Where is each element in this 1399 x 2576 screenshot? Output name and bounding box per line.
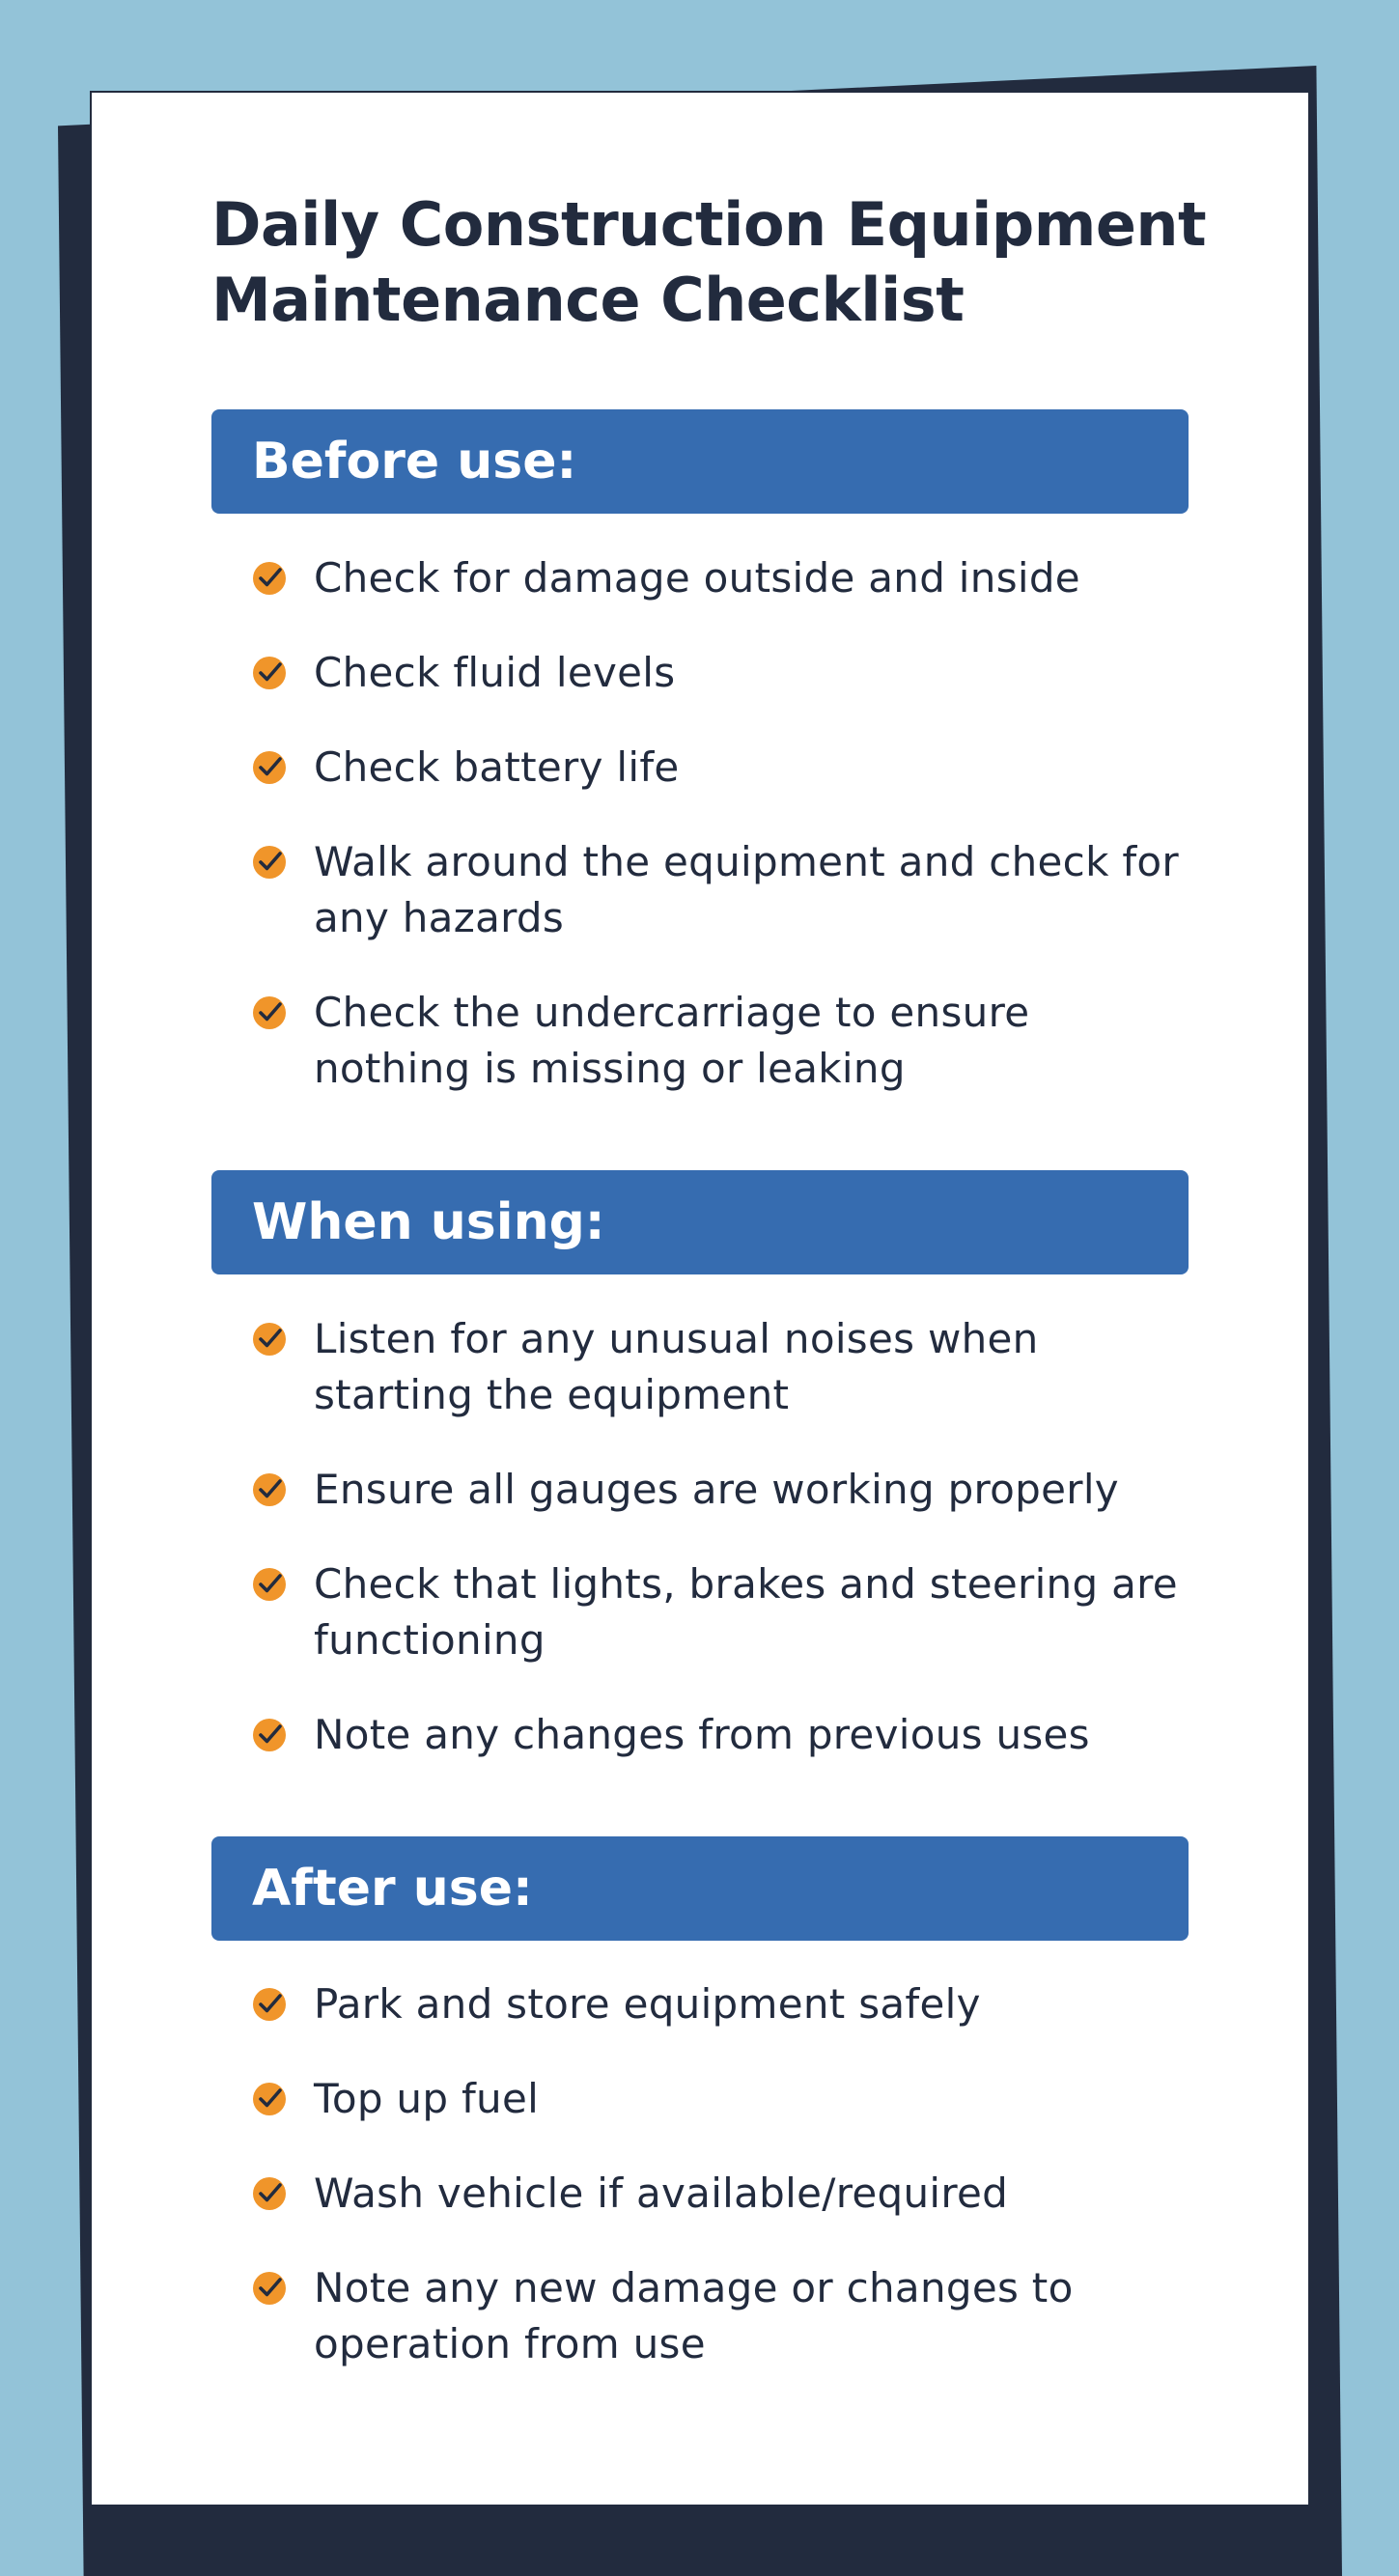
checklist-item [252, 1462, 1179, 1518]
section-heading: Before use: [252, 433, 577, 490]
checklist-item [252, 645, 1179, 701]
checklist-item-text: Park and store equipment safely [314, 1980, 981, 2028]
checklist-card [90, 91, 1308, 2505]
checklist-item [252, 1976, 1179, 2032]
checklist-item-text: Check for damage outside and inside [314, 554, 1080, 602]
section-header-after-use [211, 1836, 1189, 1941]
checklist-item-text: Walk around the equipment and check for any hazards [314, 838, 1179, 941]
checklist-item [252, 550, 1179, 606]
checklist-item [252, 1556, 1179, 1668]
checklist-item [252, 1707, 1179, 1763]
checklist-item [252, 2166, 1179, 2222]
checklist-when-using [252, 1311, 1179, 1802]
checklist-item [252, 740, 1179, 796]
check-circle-icon [252, 1987, 287, 2022]
checklist-item-text: Check that lights, brakes and steering are functioning [314, 1560, 1178, 1664]
check-circle-icon [252, 2271, 287, 2306]
checklist-item-text: Listen for any unusual noises when starting the equipment [314, 1315, 1039, 1418]
checklist-item [252, 834, 1179, 946]
checklist-item [252, 2071, 1179, 2127]
checklist-item-text: Note any new damage or changes to operation from use [314, 2264, 1074, 2367]
check-circle-icon [252, 750, 287, 785]
section-header-when-using [211, 1170, 1189, 1274]
check-circle-icon [252, 1472, 287, 1507]
page-title: Daily Construction Equipment Maintenance Checklist [211, 189, 1207, 335]
checklist-item-text: Note any changes from previous uses [314, 1711, 1090, 1758]
checklist-item-text: Top up fuel [314, 2075, 540, 2122]
checklist-before-use [252, 550, 1179, 1135]
checklist-item-text: Check battery life [314, 743, 680, 791]
check-circle-icon [252, 995, 287, 1030]
checklist-item [252, 985, 1179, 1097]
section-heading: After use: [252, 1860, 533, 1918]
check-circle-icon [252, 2176, 287, 2211]
check-circle-icon [252, 656, 287, 690]
check-circle-icon [252, 1718, 287, 1752]
check-circle-icon [252, 561, 287, 596]
checklist-item [252, 2260, 1179, 2372]
checklist-item [252, 1311, 1179, 1423]
checklist-after-use [252, 1976, 1179, 2411]
checklist-item-text: Ensure all gauges are working properly [314, 1466, 1119, 1513]
checklist-item-text: Wash vehicle if available/required [314, 2170, 1009, 2217]
check-circle-icon [252, 2082, 287, 2116]
check-circle-icon [252, 845, 287, 880]
check-circle-icon [252, 1322, 287, 1357]
checklist-item-text: Check fluid levels [314, 649, 676, 696]
section-heading: When using: [252, 1193, 605, 1251]
checklist-item-text: Check the undercarriage to ensure nothing is missing or leaking [314, 989, 1030, 1092]
section-header-before-use [211, 409, 1189, 514]
check-circle-icon [252, 1567, 287, 1602]
